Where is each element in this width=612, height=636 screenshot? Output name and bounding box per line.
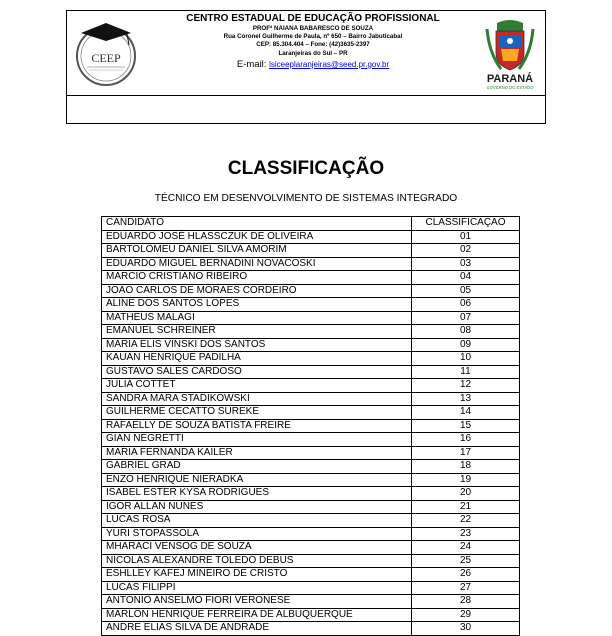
classification-rank: 05: [412, 284, 520, 298]
school-address: Rua Coronel Guilherme de Paula, nº 650 – Bairro Jabuticabal: [223, 33, 403, 41]
header-divider: [67, 95, 545, 96]
classification-rank: 16: [412, 433, 520, 447]
table-row: [102, 500, 520, 514]
candidate-name: ANDRE ELIAS SILVA DE ANDRADE: [102, 622, 412, 636]
page-title: CLASSIFICAÇÃO: [227, 158, 385, 179]
parana-logo-subtext: GOVERNO DO ESTADO: [486, 85, 534, 90]
table-row: [102, 514, 520, 528]
classification-rank: 07: [412, 311, 520, 325]
school-subtitle: PROFª NAIANA BABARESCO DE SOUZA: [252, 25, 374, 32]
candidate-name: EDUARDO MIGUEL BERNADINI NOVACOSKI: [102, 257, 412, 271]
table-row: [102, 338, 520, 352]
candidate-name: EMANUEL SCHREINER: [102, 325, 412, 339]
candidate-name: RAFAELLY DE SOUZA BATISTA FREIRE: [102, 419, 412, 433]
table-row: [102, 298, 520, 312]
candidate-name: IGOR ALLAN NUNES: [102, 500, 412, 514]
document-header: [66, 10, 546, 124]
candidate-name: LUCAS FILIPPI: [102, 581, 412, 595]
table-row: [102, 487, 520, 501]
table-row: [102, 568, 520, 582]
candidate-name: EDUARDO JOSÉ HLASSCZUK DE OLIVEIRA: [102, 230, 412, 244]
table-row: [102, 392, 520, 406]
school-name: CENTRO ESTADUAL DE EDUCAÇÃO PROFISSIONAL: [186, 13, 440, 24]
classification-rank: 27: [412, 581, 520, 595]
classification-rank: 21: [412, 500, 520, 514]
classification-rank: 25: [412, 554, 520, 568]
candidate-name: ENZO HENRIQUE NIERADKA: [102, 473, 412, 487]
table-row: [102, 365, 520, 379]
table-row: [102, 311, 520, 325]
classification-rank: 09: [412, 338, 520, 352]
table-row: [102, 433, 520, 447]
table-header-row: [102, 217, 520, 231]
classification-rank: 17: [412, 446, 520, 460]
table-row: [102, 230, 520, 244]
classification-rank: 03: [412, 257, 520, 271]
candidate-name: NICOLAS ALEXANDRE TOLEDO DEBUS: [102, 554, 412, 568]
candidate-name: MARIA FERNANDA KAILER: [102, 446, 412, 460]
candidate-name: MHARACI VENSOG DE SOUZA: [102, 541, 412, 555]
classification-rank: 20: [412, 487, 520, 501]
email-line: [155, 60, 471, 70]
candidate-name: GUSTAVO SALES CARDOSO: [102, 365, 412, 379]
candidate-name: ANTONIO ANSELMO FIORI VERONESE: [102, 595, 412, 609]
candidate-name: JOÃO CARLOS DE MORAES CORDEIRO: [102, 284, 412, 298]
candidate-name: MATHEUS MALAGI: [102, 311, 412, 325]
classification-rank: 18: [412, 460, 520, 474]
classification-rank: 19: [412, 473, 520, 487]
classification-rank: 08: [412, 325, 520, 339]
candidate-name: ALINE DOS SANTOS LOPES: [102, 298, 412, 312]
table-row: [102, 257, 520, 271]
classification-rank: 15: [412, 419, 520, 433]
table-row: [102, 460, 520, 474]
table-row: [102, 352, 520, 366]
ceep-logo-text: CEEP: [91, 51, 121, 65]
table-row: [102, 244, 520, 258]
school-contact: CEP: 85.304.404 – Fone: (42)3635-2397: [256, 41, 370, 49]
table-row: [102, 622, 520, 636]
classification-rank: 24: [412, 541, 520, 555]
parana-logo-text: PARANÁ: [486, 73, 534, 85]
classification-rank: 22: [412, 514, 520, 528]
column-header-candidate: CANDIDATO: [102, 217, 412, 231]
table-row: [102, 406, 520, 420]
classification-rank: 11: [412, 365, 520, 379]
table-row: [102, 379, 520, 393]
table-row: [102, 271, 520, 285]
candidate-name: KAUAN HENRIQUE PADILHA: [102, 352, 412, 366]
candidate-name: ISABEL ESTER KYSA RODRIGUES: [102, 487, 412, 501]
classification-rank: 28: [412, 595, 520, 609]
table-row: [102, 581, 520, 595]
page-subtitle: TÉCNICO EM DESENVOLVIMENTO DE SISTEMAS INTEGRADO: [154, 193, 458, 204]
candidate-name: MARCIO CRISTIANO RIBEIRO: [102, 271, 412, 285]
email-label: E-mail:: [236, 58, 267, 70]
classification-rank: 04: [412, 271, 520, 285]
table-row: [102, 595, 520, 609]
ceep-logo: [73, 21, 139, 87]
classification-rank: 29: [412, 608, 520, 622]
candidate-name: BARTOLOMEU DANIEL SILVA AMORIM: [102, 244, 412, 258]
classification-rank: 12: [412, 379, 520, 393]
table-row: [102, 419, 520, 433]
table-row: [102, 608, 520, 622]
candidate-name: GIAN NEGRETTI: [102, 433, 412, 447]
classification-rank: 02: [412, 244, 520, 258]
candidate-name: ESHLLEY KAFEJ MINEIRO DE CRISTO: [102, 568, 412, 582]
candidate-name: YURI STOPASSOLA: [102, 527, 412, 541]
table-row: [102, 325, 520, 339]
candidate-name: GABRIEL GRAD: [102, 460, 412, 474]
classification-rank: 01: [412, 230, 520, 244]
parana-coat-of-arms-icon: [479, 17, 541, 91]
table-row: [102, 554, 520, 568]
classification-rank: 13: [412, 392, 520, 406]
email-link[interactable]: lsiceeplaranjeiras@seed.pr.gov.br: [269, 59, 390, 69]
candidate-name: MARLON HENRIQUE FERREIRA DE ALBUQUERQUE: [102, 608, 412, 622]
table-row: [102, 541, 520, 555]
classification-rank: 14: [412, 406, 520, 420]
classification-rank: 23: [412, 527, 520, 541]
classification-table: [101, 216, 520, 636]
column-header-classification: CLASSIFICAÇÃO: [412, 217, 520, 231]
classification-rank: 26: [412, 568, 520, 582]
header-text-block: [155, 14, 471, 69]
classification-rank: 06: [412, 298, 520, 312]
candidate-name: SANDRA MARA STADIKOWSKI: [102, 392, 412, 406]
classification-rank: 30: [412, 622, 520, 636]
table-row: [102, 284, 520, 298]
candidate-name: GUILHERME CECATTO SUREKE: [102, 406, 412, 420]
table-row: [102, 446, 520, 460]
candidate-name: LUCAS ROSA: [102, 514, 412, 528]
table-row: [102, 473, 520, 487]
table-row: [102, 527, 520, 541]
school-city: Laranjeiras do Sul – PR: [278, 49, 348, 57]
candidate-name: MARIA ELIS VINSKI DOS SANTOS: [102, 338, 412, 352]
candidate-name: JULIA COTTET: [102, 379, 412, 393]
classification-rank: 10: [412, 352, 520, 366]
